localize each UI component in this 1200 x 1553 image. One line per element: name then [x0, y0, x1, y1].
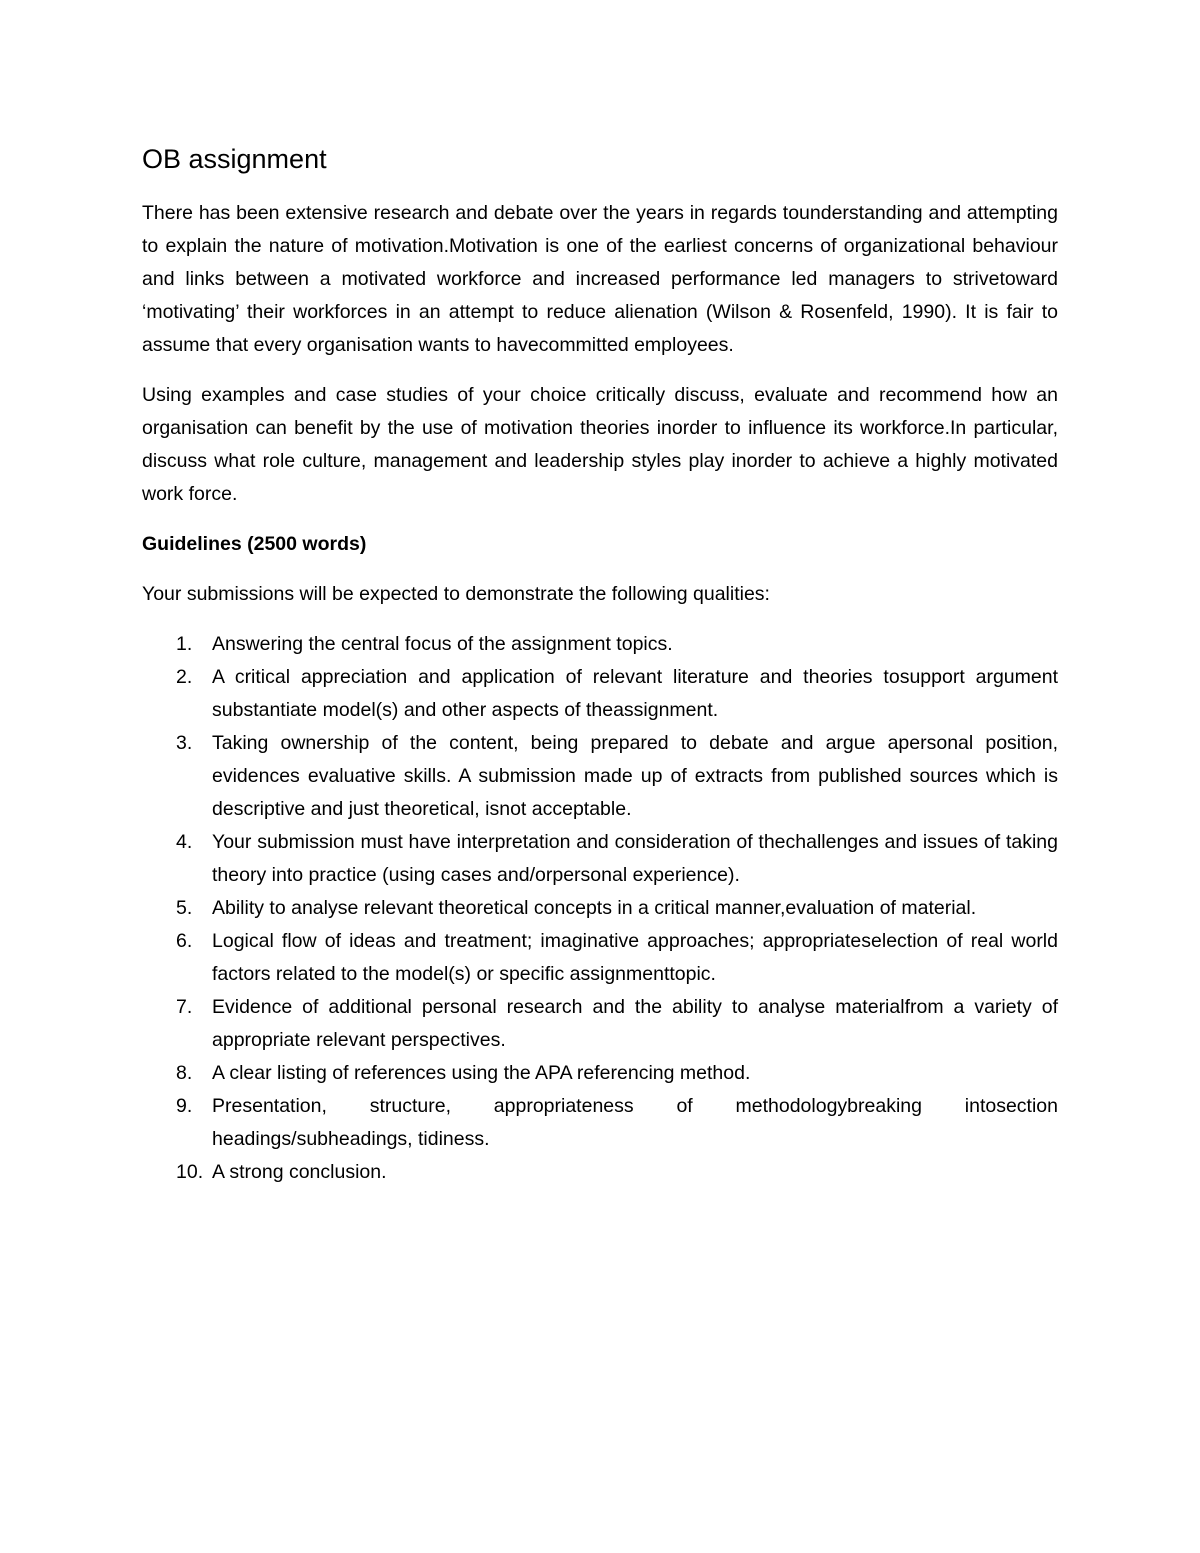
list-text: Ability to analyse relevant theoretical concepts in a critical manner,evaluation of material. [212, 897, 977, 920]
list-number: 9. [176, 1095, 193, 1118]
list-text: Presentation, structure, appropriateness of methodologybreaking intosection headings/subheadings, tidiness. [212, 1095, 1058, 1151]
qualities-list [142, 628, 1058, 1189]
list-item [142, 1057, 1058, 1090]
list-item [142, 628, 1058, 661]
list-item [142, 1090, 1058, 1156]
list-number: 2. [176, 666, 193, 689]
list-text: Your submission must have interpretation and consideration of thechallenges and issues of taking theory into practice (using cases and/orpersonal experience). [212, 831, 1058, 887]
list-item [142, 991, 1058, 1057]
list-text: A clear listing of references using the APA referencing method. [212, 1062, 751, 1085]
list-text: Answering the central focus of the assignment topics. [212, 633, 673, 656]
document-content [142, 142, 1058, 1189]
list-number: 3. [176, 732, 193, 755]
list-number: 7. [176, 996, 193, 1019]
list-item [142, 1156, 1058, 1189]
list-item [142, 826, 1058, 892]
list-number: 10. [176, 1161, 204, 1184]
intro-paragraph: There has been extensive research and debate over the years in regards tounderstanding and attempting to explain the nature of motivation.Motivation is one of the earliest concerns of organizational behaviour and links between a motivated workforce and increased performance led managers to strivetoward ‘motivating’ their workforces in an attempt to reduce alienation (Wilson & Rosenfeld, 1990). It is fair to assume that every organisation wants to havecommitted employees. [142, 202, 1058, 357]
guidelines-intro: Your submissions will be expected to demonstrate the following qualities: [142, 583, 770, 606]
list-text: A strong conclusion. [212, 1161, 387, 1184]
list-number: 6. [176, 930, 193, 953]
list-item [142, 727, 1058, 826]
list-text: A critical appreciation and application of relevant literature and theories tosupport argument substantiate model(s) and other aspects of theassignment. [212, 666, 1058, 722]
list-number: 4. [176, 831, 193, 854]
list-number: 1. [176, 633, 193, 656]
list-text: Taking ownership of the content, being prepared to debate and argue apersonal position, evidences evaluative skills. A submission made up of extracts from published sources which is descriptive and just theoretical, isnot acceptable. [212, 732, 1058, 821]
list-item [142, 925, 1058, 991]
list-number: 8. [176, 1062, 193, 1085]
list-item [142, 661, 1058, 727]
list-item [142, 892, 1058, 925]
list-number: 5. [176, 897, 193, 920]
list-text: Evidence of additional personal research and the ability to analyse materialfrom a variety of appropriate relevant perspectives. [212, 996, 1058, 1052]
list-text: Logical flow of ideas and treatment; imaginative approaches; appropriateselection of real world factors related to the model(s) or specific assignmenttopic. [212, 930, 1058, 986]
task-paragraph: Using examples and case studies of your choice critically discuss, evaluate and recommend how an organisation can benefit by the use of motivation theories inorder to influence its workforce.In particular, discuss what role culture, management and leadership styles play inorder to achieve a highly motivated work force. [142, 384, 1058, 506]
document-title: OB assignment [142, 144, 327, 174]
guidelines-heading: Guidelines (2500 words) [142, 533, 367, 556]
